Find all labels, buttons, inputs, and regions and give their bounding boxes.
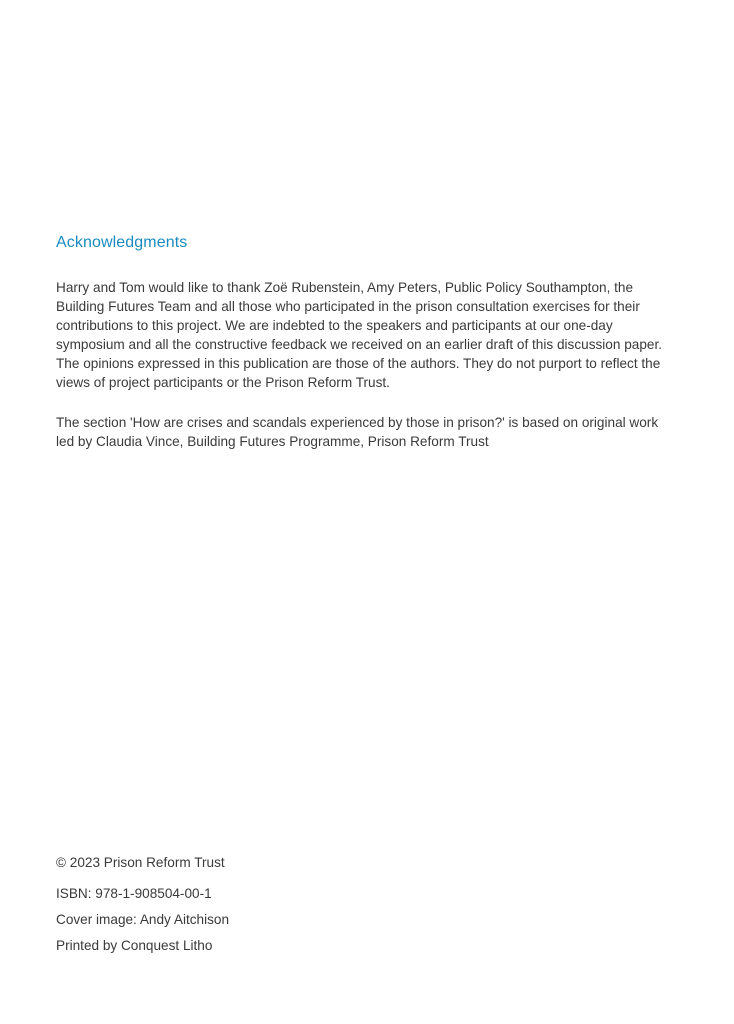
acknowledgments-heading: Acknowledgments: [56, 234, 188, 251]
acknowledgments-paragraph-2: The section 'How are crises and scandals experienced by those in prison?' is based on original work led by Claudia Vince, Building Futures Programme, Prison Reform Trust: [56, 415, 659, 449]
isbn-line: ISBN: 978-1-908504-00-1: [56, 886, 212, 901]
cover-image-credit: Cover image: Andy Aitchison: [56, 912, 230, 927]
copyright-notice: © 2023 Prison Reform Trust: [56, 855, 225, 870]
acknowledgments-paragraph-1: Harry and Tom would like to thank Zoë Rubenstein, Amy Peters, Public Policy Southampton, the Building Futures Team and all those who participated in the prison consultation exercises for their contributions to this project. We are indebted to the speakers and participants at our one-day symposium and all the constructive feedback we received on an earlier draft of this discussion paper. The opinions expressed in this publication are those of the authors. They do not purport to reflect the views of project participants or the Prison Reform Trust.: [56, 280, 662, 390]
printer-credit: Printed by Conquest Litho: [56, 938, 213, 953]
